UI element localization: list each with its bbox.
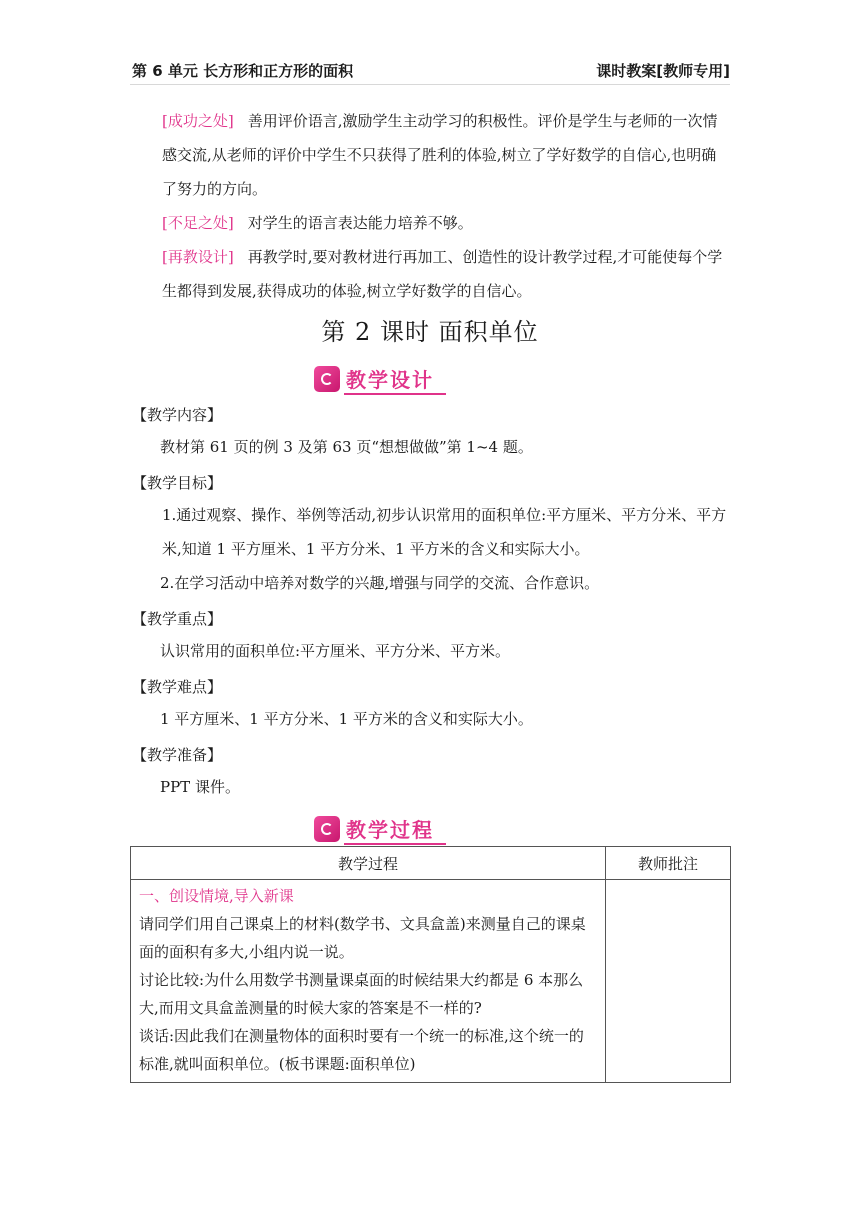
redesign-tag: [再教设计] (162, 248, 234, 266)
difficulty-text: 1 平方厘米、1 平方分米、1 平方米的含义和实际大小。 (160, 710, 533, 728)
banner-underline (344, 843, 446, 845)
goals-heading: 【教学目标】 (132, 474, 223, 492)
header-doc-type: 课时教案[教师专用] (596, 62, 730, 80)
redesign-paragraph (138, 240, 728, 308)
lesson-title: 第 2 课时 面积单位 (321, 318, 539, 346)
process-line-1: 请同学们用自己课桌上的材料(数学书、文具盒盖)来测量自己的课桌面的面积有多大,小组内说一说。 (139, 915, 586, 961)
design-banner (314, 364, 446, 394)
goal-1-text: 1.通过观察、操作、举例等活动,初步认识常用的面积单位:平方厘米、平方分米、平方米,知道 1 平方厘米、1 平方分米、1 平方米的含义和实际大小。 (162, 506, 727, 558)
goal-2: 2.在学习活动中培养对数学的兴趣,增强与同学的交流、合作意识。 (160, 574, 600, 592)
process-cell (131, 880, 606, 1083)
header-divider (130, 84, 730, 85)
table-row (131, 880, 731, 1083)
success-paragraph (138, 104, 728, 206)
process-banner-text: 教学过程 (346, 818, 434, 842)
swirl-logo-icon (314, 816, 340, 842)
swirl-logo-icon (314, 366, 340, 392)
table-header-row (131, 847, 731, 880)
success-text: 善用评价语言,激励学生主动学习的积极性。评价是学生与老师的一次情感交流,从老师的评价中学生不只获得了胜利的体验,树立了学好数学的自信心,也明确了努力的方向。 (162, 112, 718, 198)
content-text: 教材第 61 页的例 3 及第 63 页“想想做做”第 1~4 题。 (160, 438, 533, 456)
key-text: 认识常用的面积单位:平方厘米、平方分米、平方米。 (160, 642, 511, 660)
goal-1 (138, 498, 728, 566)
success-tag: [成功之处] (162, 112, 234, 130)
difficulty-heading: 【教学难点】 (132, 678, 223, 696)
shortcoming-tag: [不足之处] (162, 214, 234, 232)
header-unit-title: 第 6 单元 长方形和正方形的面积 (132, 62, 354, 80)
prep-heading: 【教学准备】 (132, 746, 223, 764)
notes-cell[interactable] (606, 880, 731, 1083)
shortcoming-text: 对学生的语言表达能力培养不够。 (247, 214, 473, 232)
process-banner (314, 814, 446, 844)
prep-text: PPT 课件。 (160, 778, 240, 796)
content-heading: 【教学内容】 (132, 406, 223, 424)
process-line-3: 谈话:因此我们在测量物体的面积时要有一个统一的标准,这个统一的标准,就叫面积单位。(板书课题:面积单位) (139, 1027, 584, 1073)
key-heading: 【教学重点】 (132, 610, 223, 628)
shortcoming-paragraph (138, 206, 728, 240)
step-title: 一、创设情境,导入新课 (139, 887, 294, 905)
column-header-process: 教学过程 (131, 847, 606, 880)
redesign-text: 再教学时,要对教材进行再加工、创造性的设计教学过程,才可能使每个学生都得到发展,获得成功的体验,树立学好数学的自信心。 (162, 248, 723, 300)
column-header-notes: 教师批注 (606, 847, 731, 880)
teaching-process-table (130, 846, 731, 1083)
banner-underline (344, 393, 446, 395)
design-banner-text: 教学设计 (346, 368, 434, 392)
process-line-2: 讨论比较:为什么用数学书测量课桌面的时候结果大约都是 6 本那么大,而用文具盒盖测量的时候大家的答案是不一样的? (139, 971, 584, 1017)
